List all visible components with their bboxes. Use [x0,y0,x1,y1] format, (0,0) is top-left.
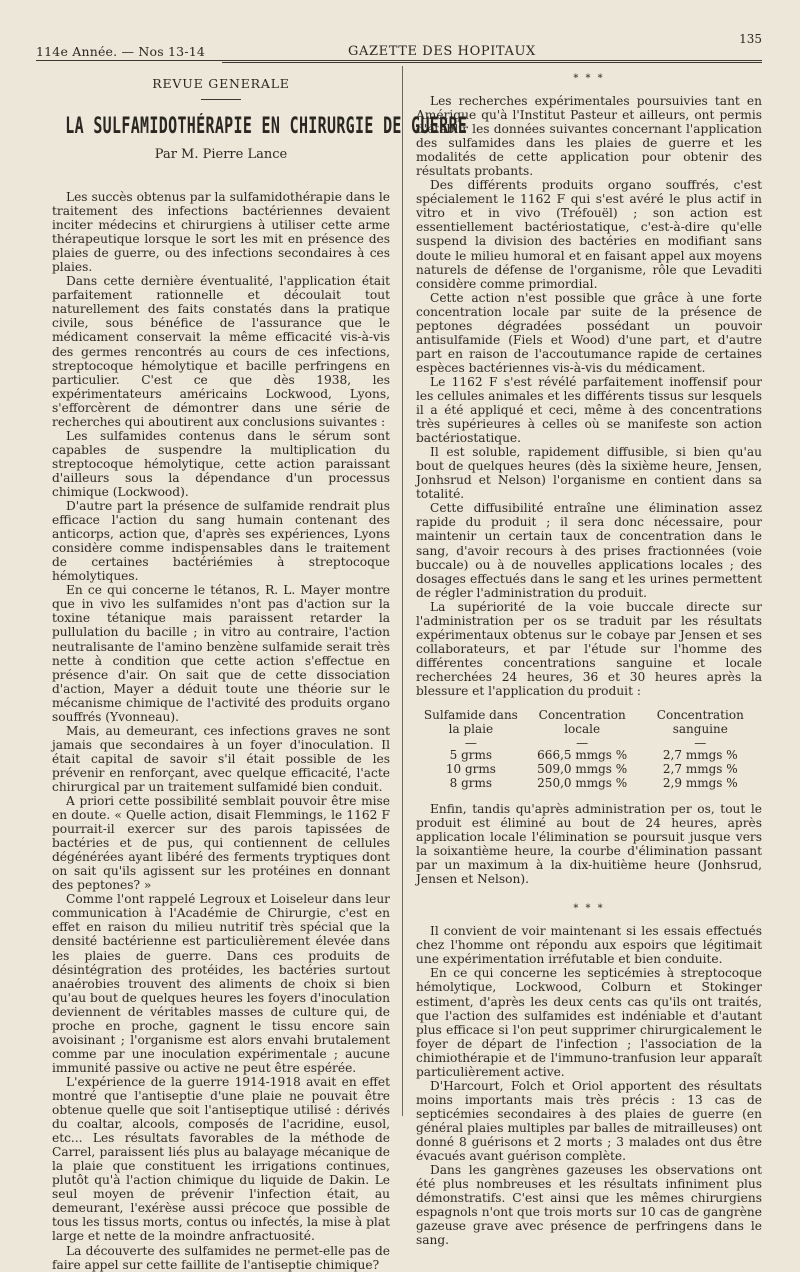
paragraph: Cette diffusibilité entraîne une élimination assez rapide du produit ; il sera donc nécessaire, pour maintenir un certain taux de concentration dans le sang, d'avoir recours à des prises fractionnées (voie buccale) ou à de nouvelles applications locales ; des dosages effectués dans le sang et les urines permettent de régler l'administration du produit. [416,501,762,600]
paragraph: Enfin, tandis qu'après administration per os, tout le produit est éliminé au bout de 24 heures, après application locale l'élimination se poursuit jusque vers la soixantième heure, la courbe d'élimination passant par un maximum à la dix-huitième heure (Jonhsrud, Jensen et Nelson). [416,802,762,887]
article-title: LA SULFAMIDOTHÉRAPIE EN CHIRURGIE DE GUERRE [65,114,468,139]
paragraph: Les succès obtenus par la sulfamidothérapie dans le traitement des infections bactériennes devaient inciter médecins et chirurgiens à utiliser cette arme thérapeutique lorsque le sort les mit en présence des plaies de guerre, ou des infections secondaires à ces plaies. [52,190,390,275]
table-cell: 2,7 mmgs % [662,762,738,777]
table-header-cell: Concentration sanguine [656,708,744,737]
table-dash: — [464,736,477,751]
table-header-cell: Sulfamide dans la plaie [423,708,518,737]
table-dash: — [576,736,589,751]
left-body [52,190,390,1272]
paragraph: Dans cette dernière éventualité, l'application était parfaitement rationnelle et découlait tout naturellement des faits constatés dans la pratique civile, sous bénéfice de l'assurance que le médicament conservait la même efficacité vis-à-vis des germes rencontrés au cours de ces infections, streptocoque hémolytique et bacille perfringens en particulier. C'est ce que dès 1938, les expérimentateurs américains Lockwood, Lyons, s'efforcèrent de démontrer dans une série de recherches qui aboutirent aux conclusions suivantes : [52,274,390,429]
paragraph: La découverte des sulfamides ne permet-elle pas de faire appel sur cette faillite de l'antiseptie chimique? [52,1243,390,1272]
concentration-table [416,708,762,790]
section-label: REVUE GENERALE [152,76,290,91]
paragraph: Mais, au demeurant, ces infections graves ne sont jamais que secondaires à un foyer d'inoculation. Il était capital de savoir s'il était possible de les prévenir en renforçant, avec quelque efficacité, l'acte chirurgical par un traitement sulfamidé bien conduit. [52,723,390,794]
table-row [416,748,762,762]
paragraph: Il convient de voir maintenant si les essais effectués chez l'homme ont répondu aux espoirs que légitimait une expérimentation irréfutable et bien conduite. [416,924,762,967]
table-row [416,776,762,790]
table-dash: — [694,736,707,751]
paragraph: D'autre part la présence de sulfamide rendrait plus efficace l'action du sang humain contenant des anticorps, action que, d'après ses expériences, Lyons considère comme indispensables dans le traitement de certaines bactériémies à streptocoque hémolytiques. [52,499,390,584]
table-header-cell: Concentration locale [538,708,626,737]
section-separator: * * * [573,903,605,915]
header-rule [36,60,762,61]
section-separator: * * * [573,73,605,84]
right-column [416,70,762,1247]
paragraph: D'Harcourt, Folch et Oriol apportent des résultats moins importants mais très précis : 13 cas de septicémies secondaires à des plaies de guerre (en général plaies multiples par balles de mitrailleuses) ont donné 8 guérisons et 2 morts ; 3 malades ont dus être évacués avant guérison complète. [416,1078,762,1164]
table-cell: 2,7 mmgs % [662,748,738,763]
running-header [36,32,762,60]
paragraph: Des différents produits organo souffrés, c'est spécialement le 1162 F qui s'est avéré le plus actif in vitro et in vivo (Tréfouël) ; son action est essentiellement bactériostatique, c'est-à-dire qu'elle suspend la division des bactéries en modifiant sans doute le milieu humoral et en faisant appel aux moyens naturels de défense de l'organisme, rôle que Levaditi considère comme primordial. [416,178,762,291]
page-number: 135 [739,32,762,46]
paragraph: A priori cette possibilité semblait pouvoir être mise en doute. « Quelle action, disait Flemmings, le 1162 F pourrait-il exercer sur des parois tapissées de bactéries et de pus, qui contiennent de cellules dégénérées ayant libéré des ferments tryptiques dont on sait qu'ils agissent sur les protéines en donnant des peptones? » [52,794,390,893]
table-cell: 2,9 mmgs % [662,776,738,791]
paragraph: Cette action n'est possible que grâce à une forte concentration locale par suite de la présence de peptones dégradées possédant un pouvoir antisulfamide (Fiels et Wood) d'une part, et d'autre part en raison de l'accoutumance rapide de certaines espèces bactériennes vis-à-vis du médicament. [416,290,762,375]
left-column [52,70,468,1272]
paragraph: En ce qui concerne le tétanos, R. L. Mayer montre que in vivo les sulfamides n'ont pas d'action sur la toxine tétanique mais paraissent retarder la pullulation du bacille ; in vitro au contraire, l'action neutralisante de l'amino benzène sulfamide serait très nette à condition que cette action s'effectue en présence d'air. On sait que de cette dissociation d'action, Mayer a déduit toute une théorie sur le mécanisme chimique de l'activité des produits organo souffrés (Yvonneau). [52,583,390,724]
header-rule-secondary [222,62,762,63]
paragraph: Dans les gangrènes gazeuses les observations ont été plus nombreuses et les résultats infiniment plus démonstratifs. C'est ainsi que les mêmes chirurgiens espagnols n'ont que trois morts sur 10 cas de gangrène gazeuse grave avec présence de perfringens dans le sang. [416,1163,762,1248]
column-divider [402,66,403,1116]
table-cell: 250,0 mmgs % [537,776,628,791]
journal-name: GAZETTE DES HOPITAUX [348,44,536,59]
table-cell: 10 grms [445,762,496,777]
paragraph: Comme l'ont rappelé Legroux et Loiseleur dans leur communication à l'Académie de Chirurgie, c'est en effet en raison du milieu nutritif très spécial que la densité bactérienne est particulièrement élevée dans les plaies de guerre. Dans ces produits de désintégration des protéides, les bactéries surtout anaérobies trouvent des aliments de choix si bien qu'au bout de quelques heures les foyers d'inoculation deviennent de véritables masses de culture qui, de proche en proche, gagnent le tissu encore sain avoisinant ; l'organisme est alors envahi brutalement comme par une inoculation expérimentale ; aucune immunité passive ou active ne peut être espérée. [52,892,390,1075]
paragraph: Il est soluble, rapidement diffusible, si bien qu'au bout de quelques heures (dès la sixième heure, Jensen, Jonhsrud et Nelson) l'organisme en contient dans sa totalité. [416,445,762,502]
right-body-b [416,802,762,886]
paragraph: L'expérience de la guerre 1914-1918 avait en effet montré que l'antiseptie d'une plaie ne pouvait être obtenue quelle que soit l'antiseptique utilisé : dérivés du coaltar, alcools, composés de l'acridine, eusol, etc... Les résultats favorables de la méthode de Carrel, paraissent liés plus au balayage mécanique de la plaie que constituent les irrigations continues, plutôt qu'à l'action chimique du liquide de Dakin. Le seul moyen de prévenir l'infection était, au demeurant, l'exérèse aussi précoce que possible de tous les tissus morts, contus ou infectés, la mise à plat large et nette de la moindre anfractuosité. [52,1074,390,1244]
paragraph: Les sulfamides contenus dans le sérum sont capables de suspendre la multiplication du streptocoque hémolytique, cette action paraissant d'ailleurs sous la dépendance d'un processus chimique (Lockwood). [52,428,390,499]
paragraph: La supériorité de la voie buccale directe sur l'administration per os se traduit par les résultats expérimentaux obtenus sur le cobaye par Jensen et ses collaborateurs, et par l'étude sur l'homme des différentes concentrations sanguine et locale recherchées 24 heures, 36 et 30 heures après la blessure et l'application du produit : [416,599,762,698]
table-cell: 509,0 mmgs % [537,762,628,777]
issue-info: 114e Année. — Nos 13-14 [36,44,206,59]
article-author: Par M. Pierre Lance [154,147,288,162]
paragraph: Le 1162 F s'est révélé parfaitement inoffensif pour les cellules animales et les différents tissus sur lesquels il a été appliqué et ceci, même à des concentrations très supérieures à celles où se manifeste son action bactériostatique. [416,374,762,446]
table-cell: 666,5 mmgs % [537,748,628,763]
paragraph: En ce qui concerne les septicémies à streptocoque hémolytique, Lockwood, Colburn et Stokinger estiment, d'après les deux cents cas qu'ils ont traités, que l'action des sulfamides est indéniable et d'autant plus efficace si l'on peut supprimer chirurgicalement le foyer de départ de l'infection ; l'association de la chimiothérapie et de l'immuno-tranfusion leur apparaît particulièrement active. [416,966,762,1079]
section-rule [201,99,241,100]
table-cell: 8 grms [449,776,493,791]
right-body-a [416,94,762,698]
table-row [416,762,762,776]
right-body-c [416,924,762,1247]
paragraph: Les recherches expérimentales poursuivies tant en Amérique qu'à l'Institut Pasteur et ailleurs, ont permis d'établir les données suivantes concernant l'application des sulfamides dans les plaies de guerre et les modalités de cette application pour obtenir des résultats probants. [416,94,762,179]
table-cell: 5 grms [449,748,493,763]
